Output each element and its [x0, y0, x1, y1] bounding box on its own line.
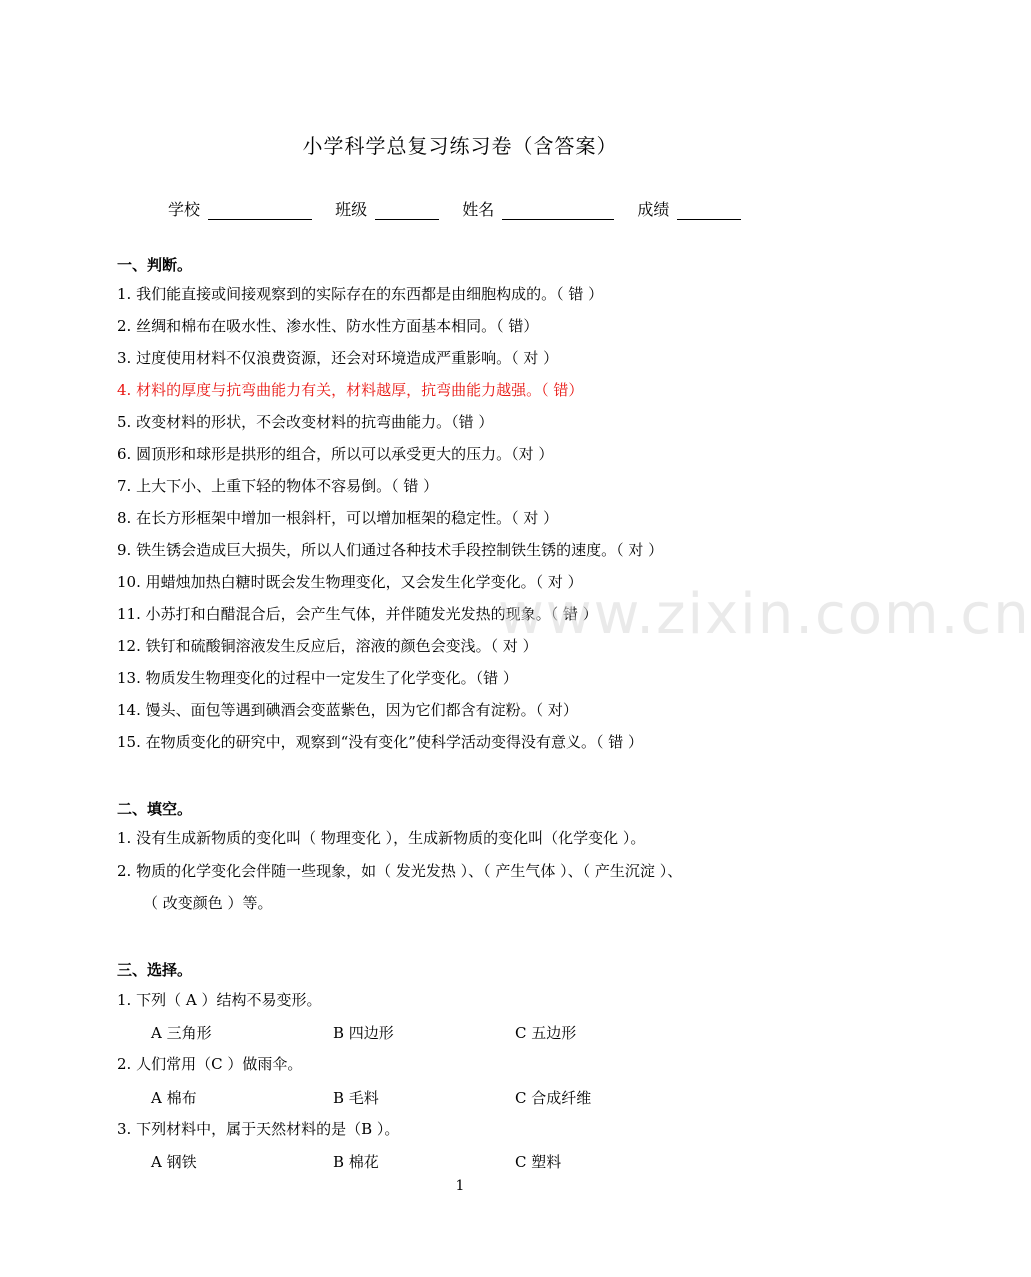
judgement-item: 7. 上大下小、上重下轻的物体不容易倒。（ 错 ）	[117, 477, 439, 495]
class-label: 班级	[335, 200, 368, 219]
name-label: 姓名	[462, 200, 495, 219]
choice-option-b: B 毛料	[333, 1089, 379, 1107]
fill-blank-item: 2. 物质的化学变化会伴随一些现象，如（ 发光发热 ）、（ 产生气体 ）、（ 产生沉淀 ）、	[117, 862, 683, 880]
watermark: www.zixin.com.cn	[498, 582, 1031, 647]
choice-option-a: A 棉布	[151, 1089, 197, 1107]
score-blank	[677, 201, 741, 220]
choice-option-c: C 塑料	[515, 1153, 562, 1171]
fill-blank-item-continued: （ 改变颜色 ）等。	[143, 894, 273, 912]
judgement-item: 12. 铁钉和硫酸铜溶液发生反应后，溶液的颜色会变浅。（ 对 ）	[117, 637, 538, 655]
choice-option-b: B 棉花	[333, 1153, 379, 1171]
school-blank	[208, 201, 312, 220]
judgement-item: 10. 用蜡烛加热白糖时既会发生物理变化，又会发生化学变化。（ 对 ）	[117, 573, 583, 591]
choice-option-c: C 合成纤维	[515, 1089, 592, 1107]
judgement-item: 6. 圆顶形和球形是拱形的组合，所以可以承受更大的压力。（对 ）	[117, 445, 554, 463]
page-title: 小学科学总复习练习卷（含答案）	[302, 134, 618, 158]
judgement-item: 9. 铁生锈会造成巨大损失，所以人们通过各种技术手段控制铁生锈的速度。（ 对 ）	[117, 541, 664, 559]
section-heading-judgement: 一、判断。	[117, 256, 193, 274]
judgement-item: 8. 在长方形框架中增加一根斜杆，可以增加框架的稳定性。（ 对 ）	[117, 509, 559, 527]
judgement-item: 15. 在物质变化的研究中，观察到“没有变化”使科学活动变得没有意义。（ 错 ）	[117, 733, 643, 751]
section-heading-fill-blank: 二、填空。	[117, 800, 193, 818]
score-label: 成绩	[637, 200, 670, 219]
choice-option-c: C 五边形	[515, 1024, 577, 1042]
judgement-item: 14. 馒头、面包等遇到碘酒会变蓝紫色，因为它们都含有淀粉。（ 对）	[117, 701, 578, 719]
choice-question: 2. 人们常用（C ）做雨伞。	[117, 1055, 303, 1073]
judgement-item: 2. 丝绸和棉布在吸水性、渗水性、防水性方面基本相同。（ 错）	[117, 317, 539, 335]
fill-blank-item: 1. 没有生成新物质的变化叫（ 物理变化 ），生成新物质的变化叫（化学变化 ）。	[117, 829, 646, 847]
judgement-item: 1. 我们能直接或间接观察到的实际存在的东西都是由细胞构成的。（ 错 ）	[117, 285, 604, 303]
section-heading-choice: 三、选择。	[117, 961, 193, 979]
judgement-item: 13. 物质发生物理变化的过程中一定发生了化学变化。（错 ）	[117, 669, 518, 687]
choice-option-a: A 钢铁	[151, 1153, 197, 1171]
judgement-item: 11. 小苏打和白醋混合后，会产生气体，并伴随发光发热的现象。（ 错 ）	[117, 605, 598, 623]
choice-option-b: B 四边形	[333, 1024, 394, 1042]
judgement-item: 3. 过度使用材料不仅浪费资源，还会对环境造成严重影响。（ 对 ）	[117, 349, 559, 367]
choice-question: 1. 下列（ A ）结构不易变形。	[117, 991, 322, 1009]
page-number: 1	[455, 1178, 465, 1194]
judgement-item-highlighted: 4. 材料的厚度与抗弯曲能力有关，材料越厚，抗弯曲能力越强。（ 错）	[117, 381, 584, 399]
class-blank	[375, 201, 439, 220]
choice-question: 3. 下列材料中，属于天然材料的是（B ）。	[117, 1120, 400, 1138]
choice-option-a: A 三角形	[151, 1024, 212, 1042]
school-label: 学校	[168, 200, 201, 219]
name-blank	[502, 201, 614, 220]
student-info-row	[168, 197, 759, 220]
judgement-item: 5. 改变材料的形状，不会改变材料的抗弯曲能力。（错 ）	[117, 413, 494, 431]
